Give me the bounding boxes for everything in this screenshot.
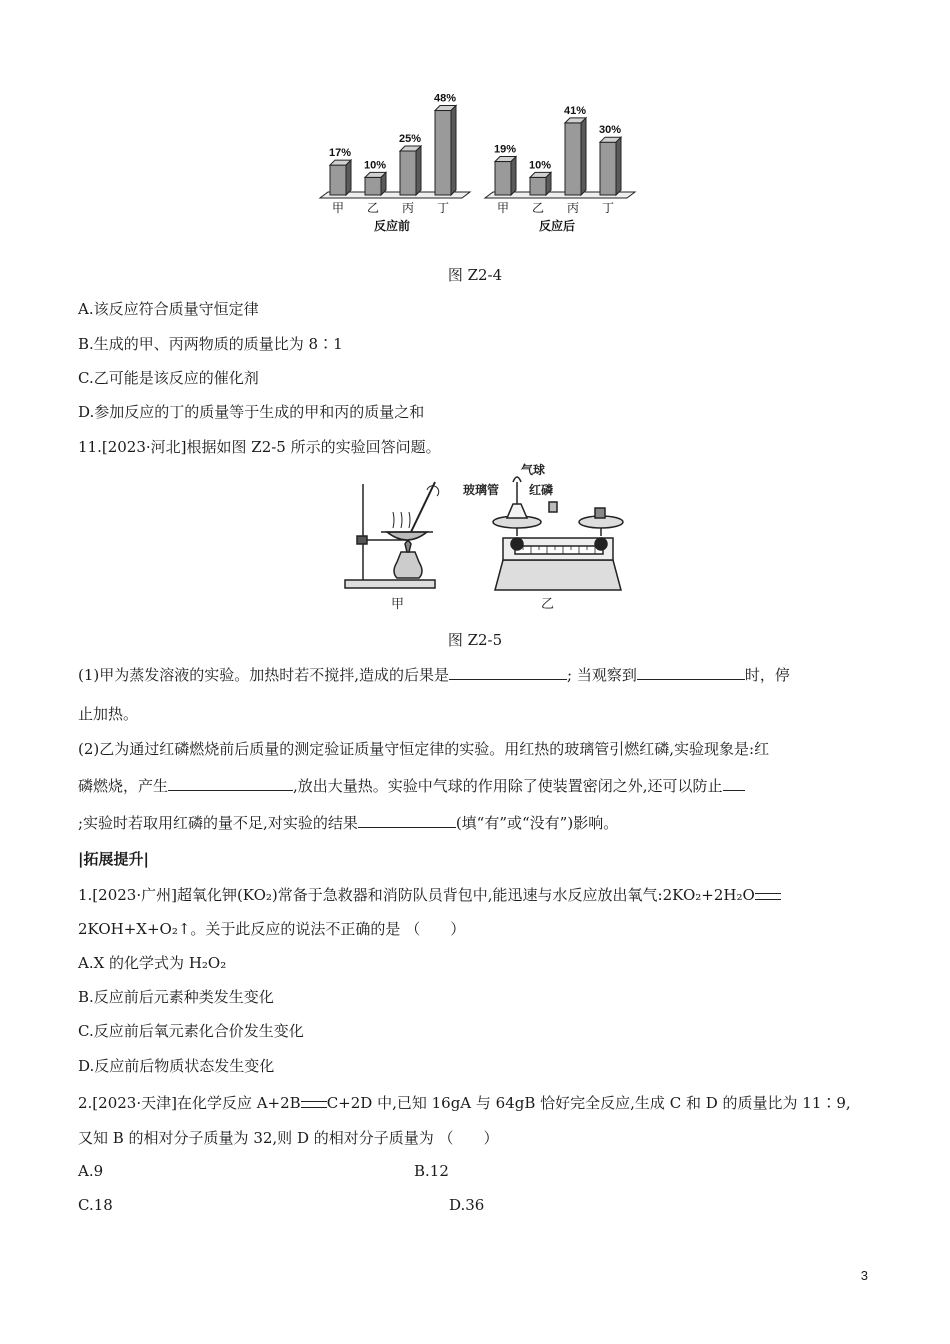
bar-side <box>346 160 351 195</box>
section-title: |拓展提升| <box>78 850 149 868</box>
chart-title: 反应后 <box>538 219 576 233</box>
bar-front <box>400 151 416 195</box>
category-label: 丙 <box>401 201 415 215</box>
q11-part2-line1: (2)乙为通过红磷燃烧前后质量的测定验证质量守恒定律的实验。用红热的玻璃管引燃红磷,实验现象是:红 <box>78 740 770 758</box>
evaporation-apparatus <box>345 482 439 588</box>
bar-side <box>416 146 421 195</box>
e1-stem-line2: 2KOH+X+O₂↑。关于此反应的说法不正确的是 （ ） <box>78 920 466 938</box>
figure-z2-5-caption: 图 Z2-5 <box>447 631 503 649</box>
bar-value-label: 19% <box>493 143 517 156</box>
answer-blank-1[interactable] <box>449 665 567 680</box>
e2-stem-line2: 又知 B 的相对分子质量为 32,则 D 的相对分子质量为 （ ） <box>78 1129 499 1147</box>
e1-option-c: C.反应前后氧元素化合价发生变化 <box>78 1022 304 1040</box>
q10-option-b: B.生成的甲、丙两物质的质量比为 8∶1 <box>78 335 343 353</box>
e1-option-d: D.反应前后物质状态发生变化 <box>78 1057 275 1075</box>
figure-z2-4-caption: 图 Z2-4 <box>447 266 503 284</box>
bar-side <box>616 137 621 195</box>
bar-value-label: 41% <box>563 104 587 117</box>
bar-side <box>581 118 586 195</box>
answer-blank-4[interactable] <box>723 776 745 791</box>
category-label: 乙 <box>531 201 545 215</box>
bar-value-label: 10% <box>363 159 387 172</box>
category-label: 丙 <box>566 201 580 215</box>
e2-stem-line1: 2.[2023·天津]在化学反应 A+2B C+2D 中,已知 16gA 与 64gB 恰好完全反应,生成 C 和 D 的质量比为 11∶9, <box>78 1094 851 1112</box>
e1-option-a: A.X 的化学式为 H₂O₂ <box>78 954 227 972</box>
q10-option-a: A.该反应符合质量守恒定律 <box>78 300 259 318</box>
q11-part1-line2: 止加热。 <box>78 705 139 723</box>
e1-option-b: B.反应前后元素种类发生变化 <box>78 988 274 1006</box>
q11-part2-line2: 磷燃烧，产生 ,放出大量热。实验中气球的作用除了使装置密闭之外,还可以防止 <box>78 775 745 796</box>
e2-option-a: A.9 <box>78 1162 104 1180</box>
bar-front <box>600 142 616 195</box>
category-label: 甲 <box>496 201 510 215</box>
bar-front <box>365 177 381 195</box>
bar-value-label: 48% <box>433 92 457 105</box>
bar-front <box>495 162 511 195</box>
bar-side <box>511 157 516 195</box>
chart-after-reaction <box>485 105 635 233</box>
double-equals <box>755 893 781 900</box>
category-label: 乙 <box>366 201 380 215</box>
label-balloon: 气球 <box>521 463 546 477</box>
label-yi: 乙 <box>541 596 555 611</box>
bar-value-label: 17% <box>328 147 352 160</box>
bar-front <box>565 123 581 195</box>
bar-front <box>330 165 346 195</box>
e2-option-d: D.36 <box>449 1196 485 1214</box>
q11-header: 11.[2023·河北]根据如图 Z2-5 所示的实验回答问题。 <box>78 438 441 456</box>
category-label: 甲 <box>331 201 345 215</box>
q11-part1-line1: (1)甲为蒸发溶液的实验。加热时若不搅拌,造成的后果是 ; 当观察到 时，停 <box>78 666 790 684</box>
answer-blank-3[interactable] <box>168 776 293 791</box>
q11-part2-line3: ;实验时若取用红磷的量不足,对实验的结果 (填“有”或“没有”)影响。 <box>78 814 619 832</box>
bar-front <box>435 111 451 195</box>
bar-front <box>530 177 546 195</box>
bar-value-label: 30% <box>598 124 622 137</box>
chart-before-reaction <box>320 93 470 233</box>
e1-stem-line1: 1.[2023·广州]超氧化钾(KO₂)常备于急救器和消防队员背包中,能迅速与水反应放出氧气:2KO₂+2H₂O <box>78 884 781 905</box>
chart-title: 反应前 <box>373 219 411 233</box>
category-label: 丁 <box>601 201 615 215</box>
category-label: 丁 <box>436 201 450 215</box>
label-jia: 甲 <box>391 596 405 611</box>
figure-z2-4 <box>300 90 650 240</box>
bar-side <box>451 106 456 195</box>
label-glass-tube: 玻璃管 <box>463 483 500 497</box>
balance-apparatus <box>493 477 623 590</box>
label-red-phosphorus: 红磷 <box>529 483 554 497</box>
double-equals <box>301 1101 327 1108</box>
e2-option-c: C.18 <box>78 1196 113 1214</box>
q10-option-c: C.乙可能是该反应的催化剂 <box>78 369 259 387</box>
page-number: 3 <box>860 1268 868 1283</box>
bar-value-label: 10% <box>528 159 552 172</box>
figure-z2-5 <box>335 462 625 617</box>
q10-option-d: D.参加反应的丁的质量等于生成的甲和丙的质量之和 <box>78 403 425 421</box>
bar-value-label: 25% <box>398 133 422 145</box>
e2-option-b: B.12 <box>414 1162 449 1180</box>
answer-blank-2[interactable] <box>637 665 745 680</box>
answer-blank-5[interactable] <box>358 813 456 828</box>
